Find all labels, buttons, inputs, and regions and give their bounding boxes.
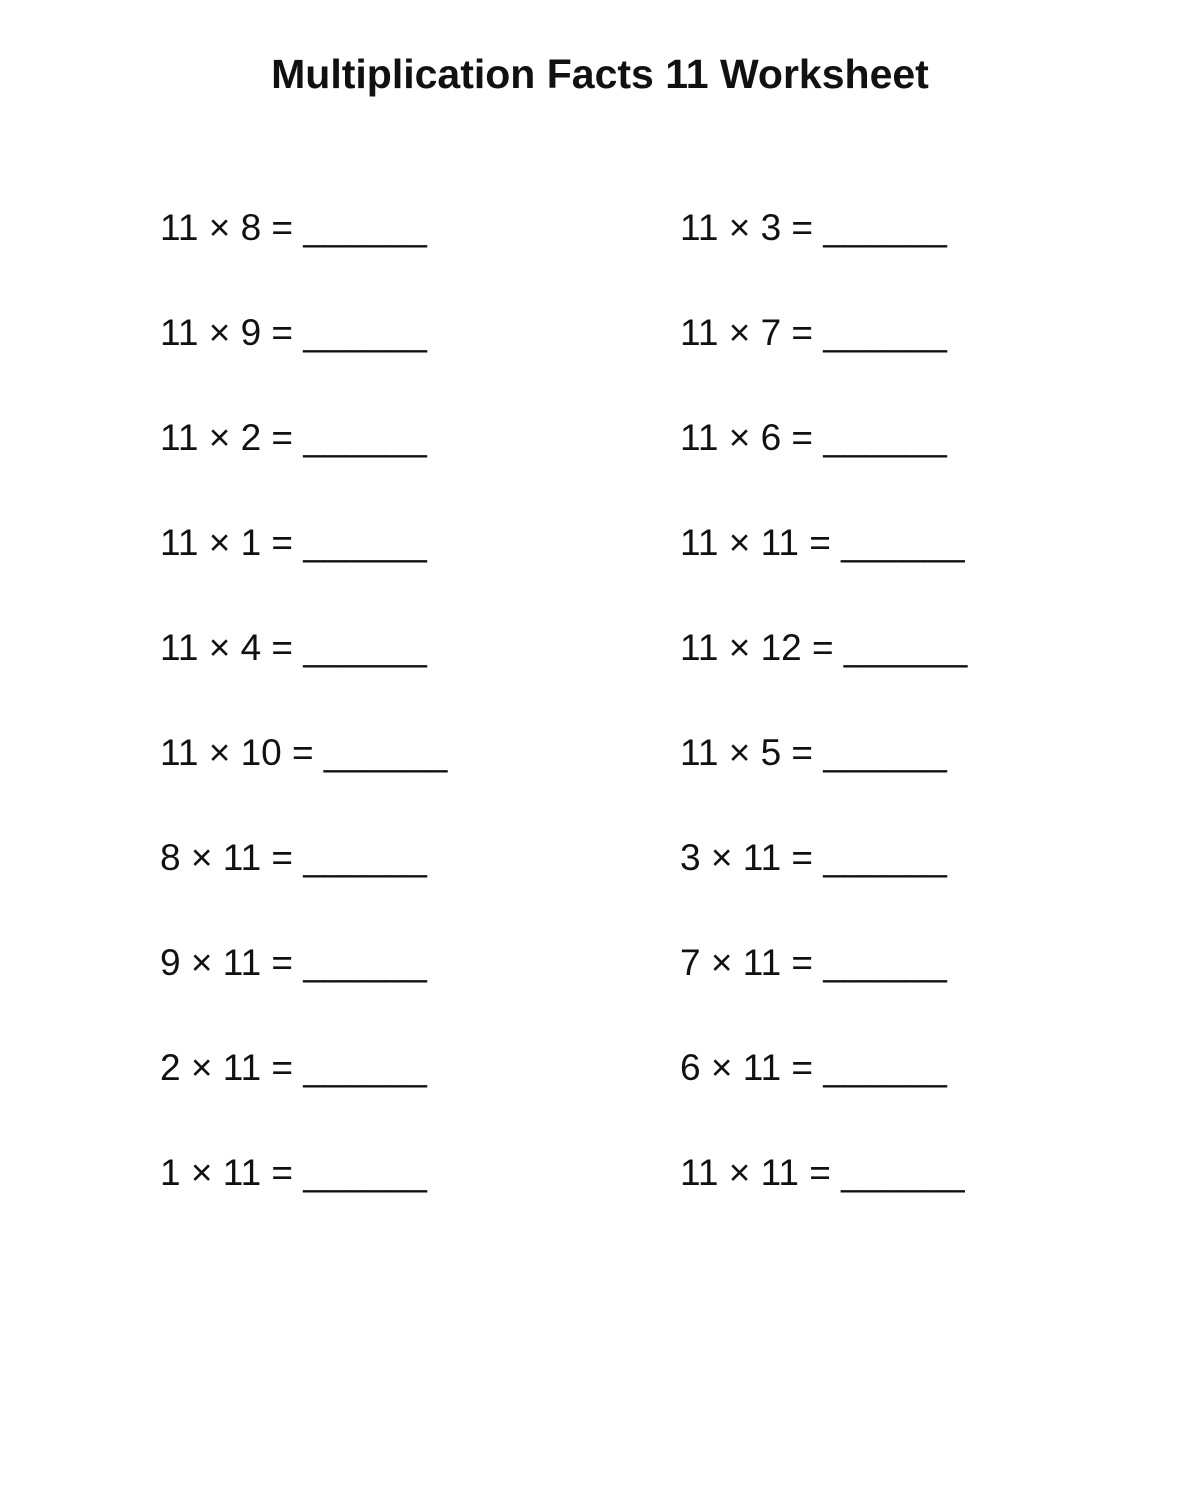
problem-item: 6 × 11 = ______ bbox=[680, 1047, 947, 1088]
problem-item: 11 × 12 = ______ bbox=[680, 627, 968, 668]
problem-item: 11 × 8 = ______ bbox=[160, 207, 427, 248]
problem-item: 9 × 11 = ______ bbox=[160, 942, 427, 983]
problem-item: 11 × 5 = ______ bbox=[680, 732, 947, 773]
problem-item: 11 × 4 = ______ bbox=[160, 627, 427, 668]
problem-grid bbox=[160, 198, 1060, 1248]
problem-item: 2 × 11 = ______ bbox=[160, 1047, 427, 1088]
problem-item: 11 × 6 = ______ bbox=[680, 417, 947, 458]
problem-item: 11 × 7 = ______ bbox=[680, 312, 947, 353]
problem-item: 3 × 11 = ______ bbox=[680, 837, 947, 878]
problem-item: 11 × 10 = ______ bbox=[160, 732, 448, 773]
problem-item: 7 × 11 = ______ bbox=[680, 942, 947, 983]
problem-item: 11 × 11 = ______ bbox=[680, 522, 965, 563]
problem-item: 8 × 11 = ______ bbox=[160, 837, 427, 878]
page-title: Multiplication Facts 11 Worksheet bbox=[271, 51, 929, 97]
problem-item: 11 × 3 = ______ bbox=[680, 207, 947, 248]
problem-item: 11 × 1 = ______ bbox=[160, 522, 427, 563]
problem-item: 11 × 9 = ______ bbox=[160, 312, 427, 353]
problem-item: 1 × 11 = ______ bbox=[160, 1152, 427, 1193]
problem-item: 11 × 11 = ______ bbox=[680, 1152, 965, 1193]
problem-item: 11 × 2 = ______ bbox=[160, 417, 427, 458]
